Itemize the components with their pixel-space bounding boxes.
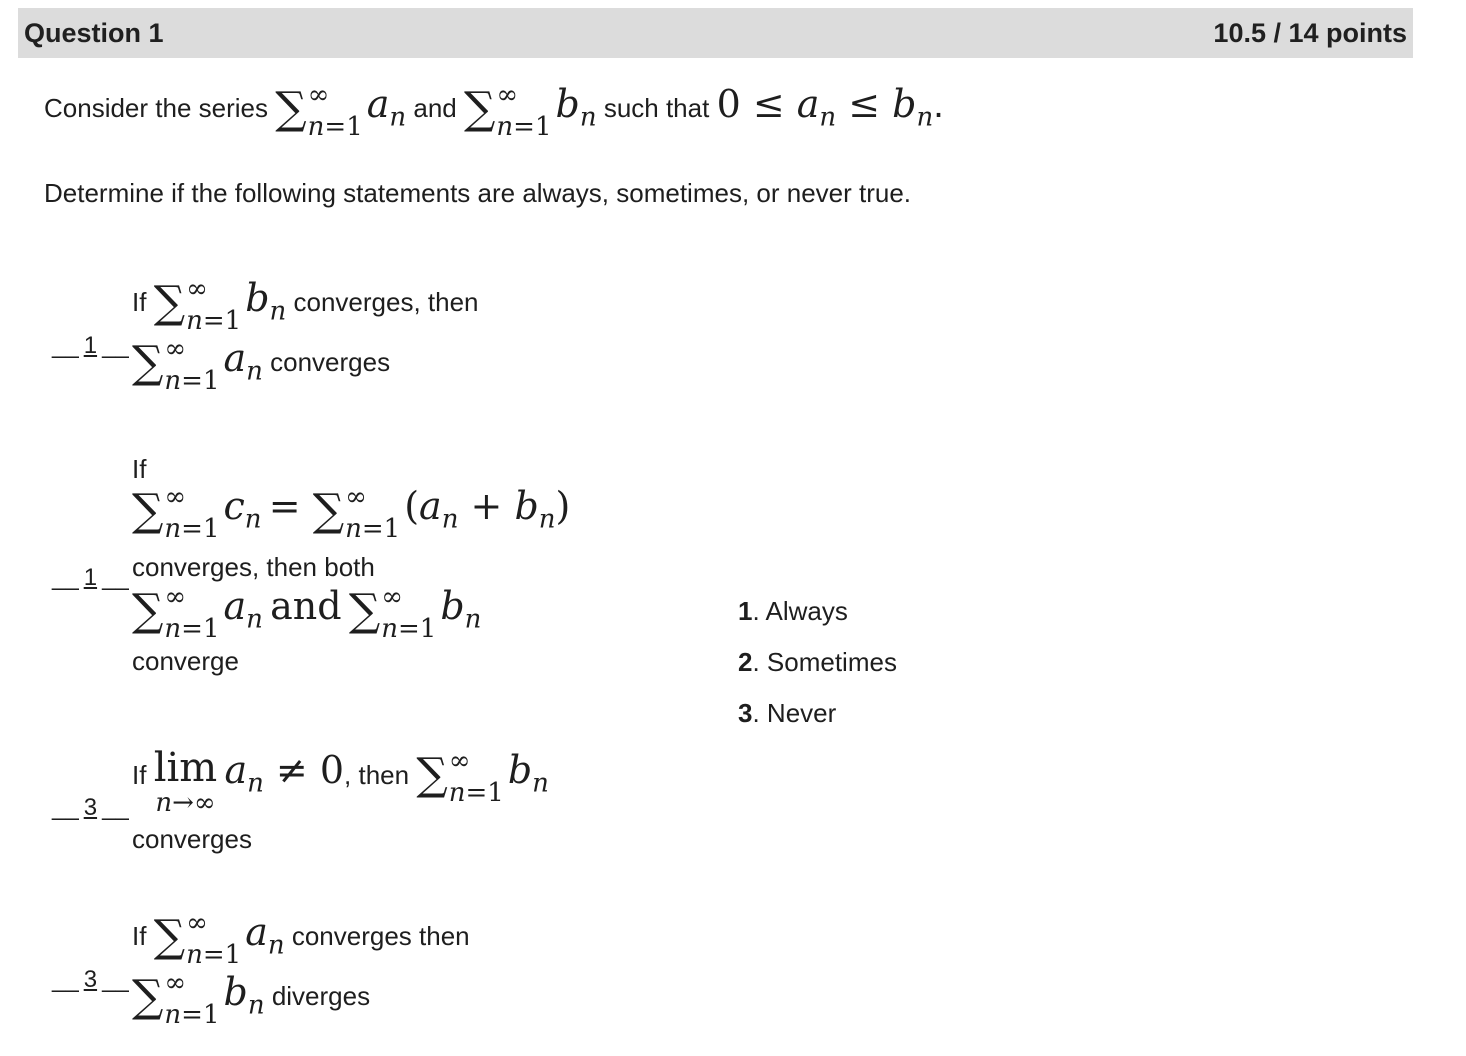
statement-2: If ∑ ∞ n=1 $c_n$ = ∑ ∞ n=1 $(a_n + b_n)$ converges, then both ∑ ∞ n=1 $a_n$ and ∑ ∞ n=1 $b_n$ converge <box>132 454 571 676</box>
intro-prefix: Consider the series <box>44 93 268 123</box>
choice-always: 1. Always <box>738 596 848 626</box>
intro-and: and <box>413 93 457 123</box>
answer-value-1: 1 <box>83 332 98 359</box>
intro-such-that: such that <box>603 93 710 123</box>
choice-list <box>738 592 897 745</box>
answer-blank-2[interactable]: __ 1 __ <box>52 564 129 591</box>
question-points: 10.5 / 14 points <box>1213 17 1407 48</box>
question-intro: Consider the series ∑ ∞ n=1 $a_n$ and ∑ ∞ n=1 $b_n$ such that $0 \le a_n \le b_n$. <box>44 80 944 143</box>
answer-blank-4[interactable]: __ 3 __ <box>52 966 129 993</box>
statement-4: If ∑ ∞ n=1 $a_n$ converges then ∑ ∞ n=1 $b_n$ diverges <box>132 908 470 1031</box>
answer-value-3: 3 <box>83 794 98 821</box>
answer-blank-1[interactable]: __ 1 __ <box>52 332 129 359</box>
statement-1: If ∑ ∞ n=1 $b_n$ converges, then ∑ ∞ n=1 $a_n$ converges <box>132 274 479 397</box>
statement-3: If lim n→∞ $a_n \ne 0$, then ∑ ∞ n=1 $b_n$ converges <box>132 745 549 854</box>
answer-blank-3[interactable]: __ 3 __ <box>52 794 129 821</box>
choice-sometimes: 2. Sometimes <box>738 647 897 677</box>
question-title: Question 1 <box>24 17 164 48</box>
instructions: Determine if the following statements are always, sometimes, or never true. <box>44 178 912 208</box>
answer-value-2: 1 <box>83 564 98 591</box>
answer-value-4: 3 <box>83 966 98 993</box>
question-header <box>18 8 1413 58</box>
choice-never: 3. Never <box>738 698 837 728</box>
